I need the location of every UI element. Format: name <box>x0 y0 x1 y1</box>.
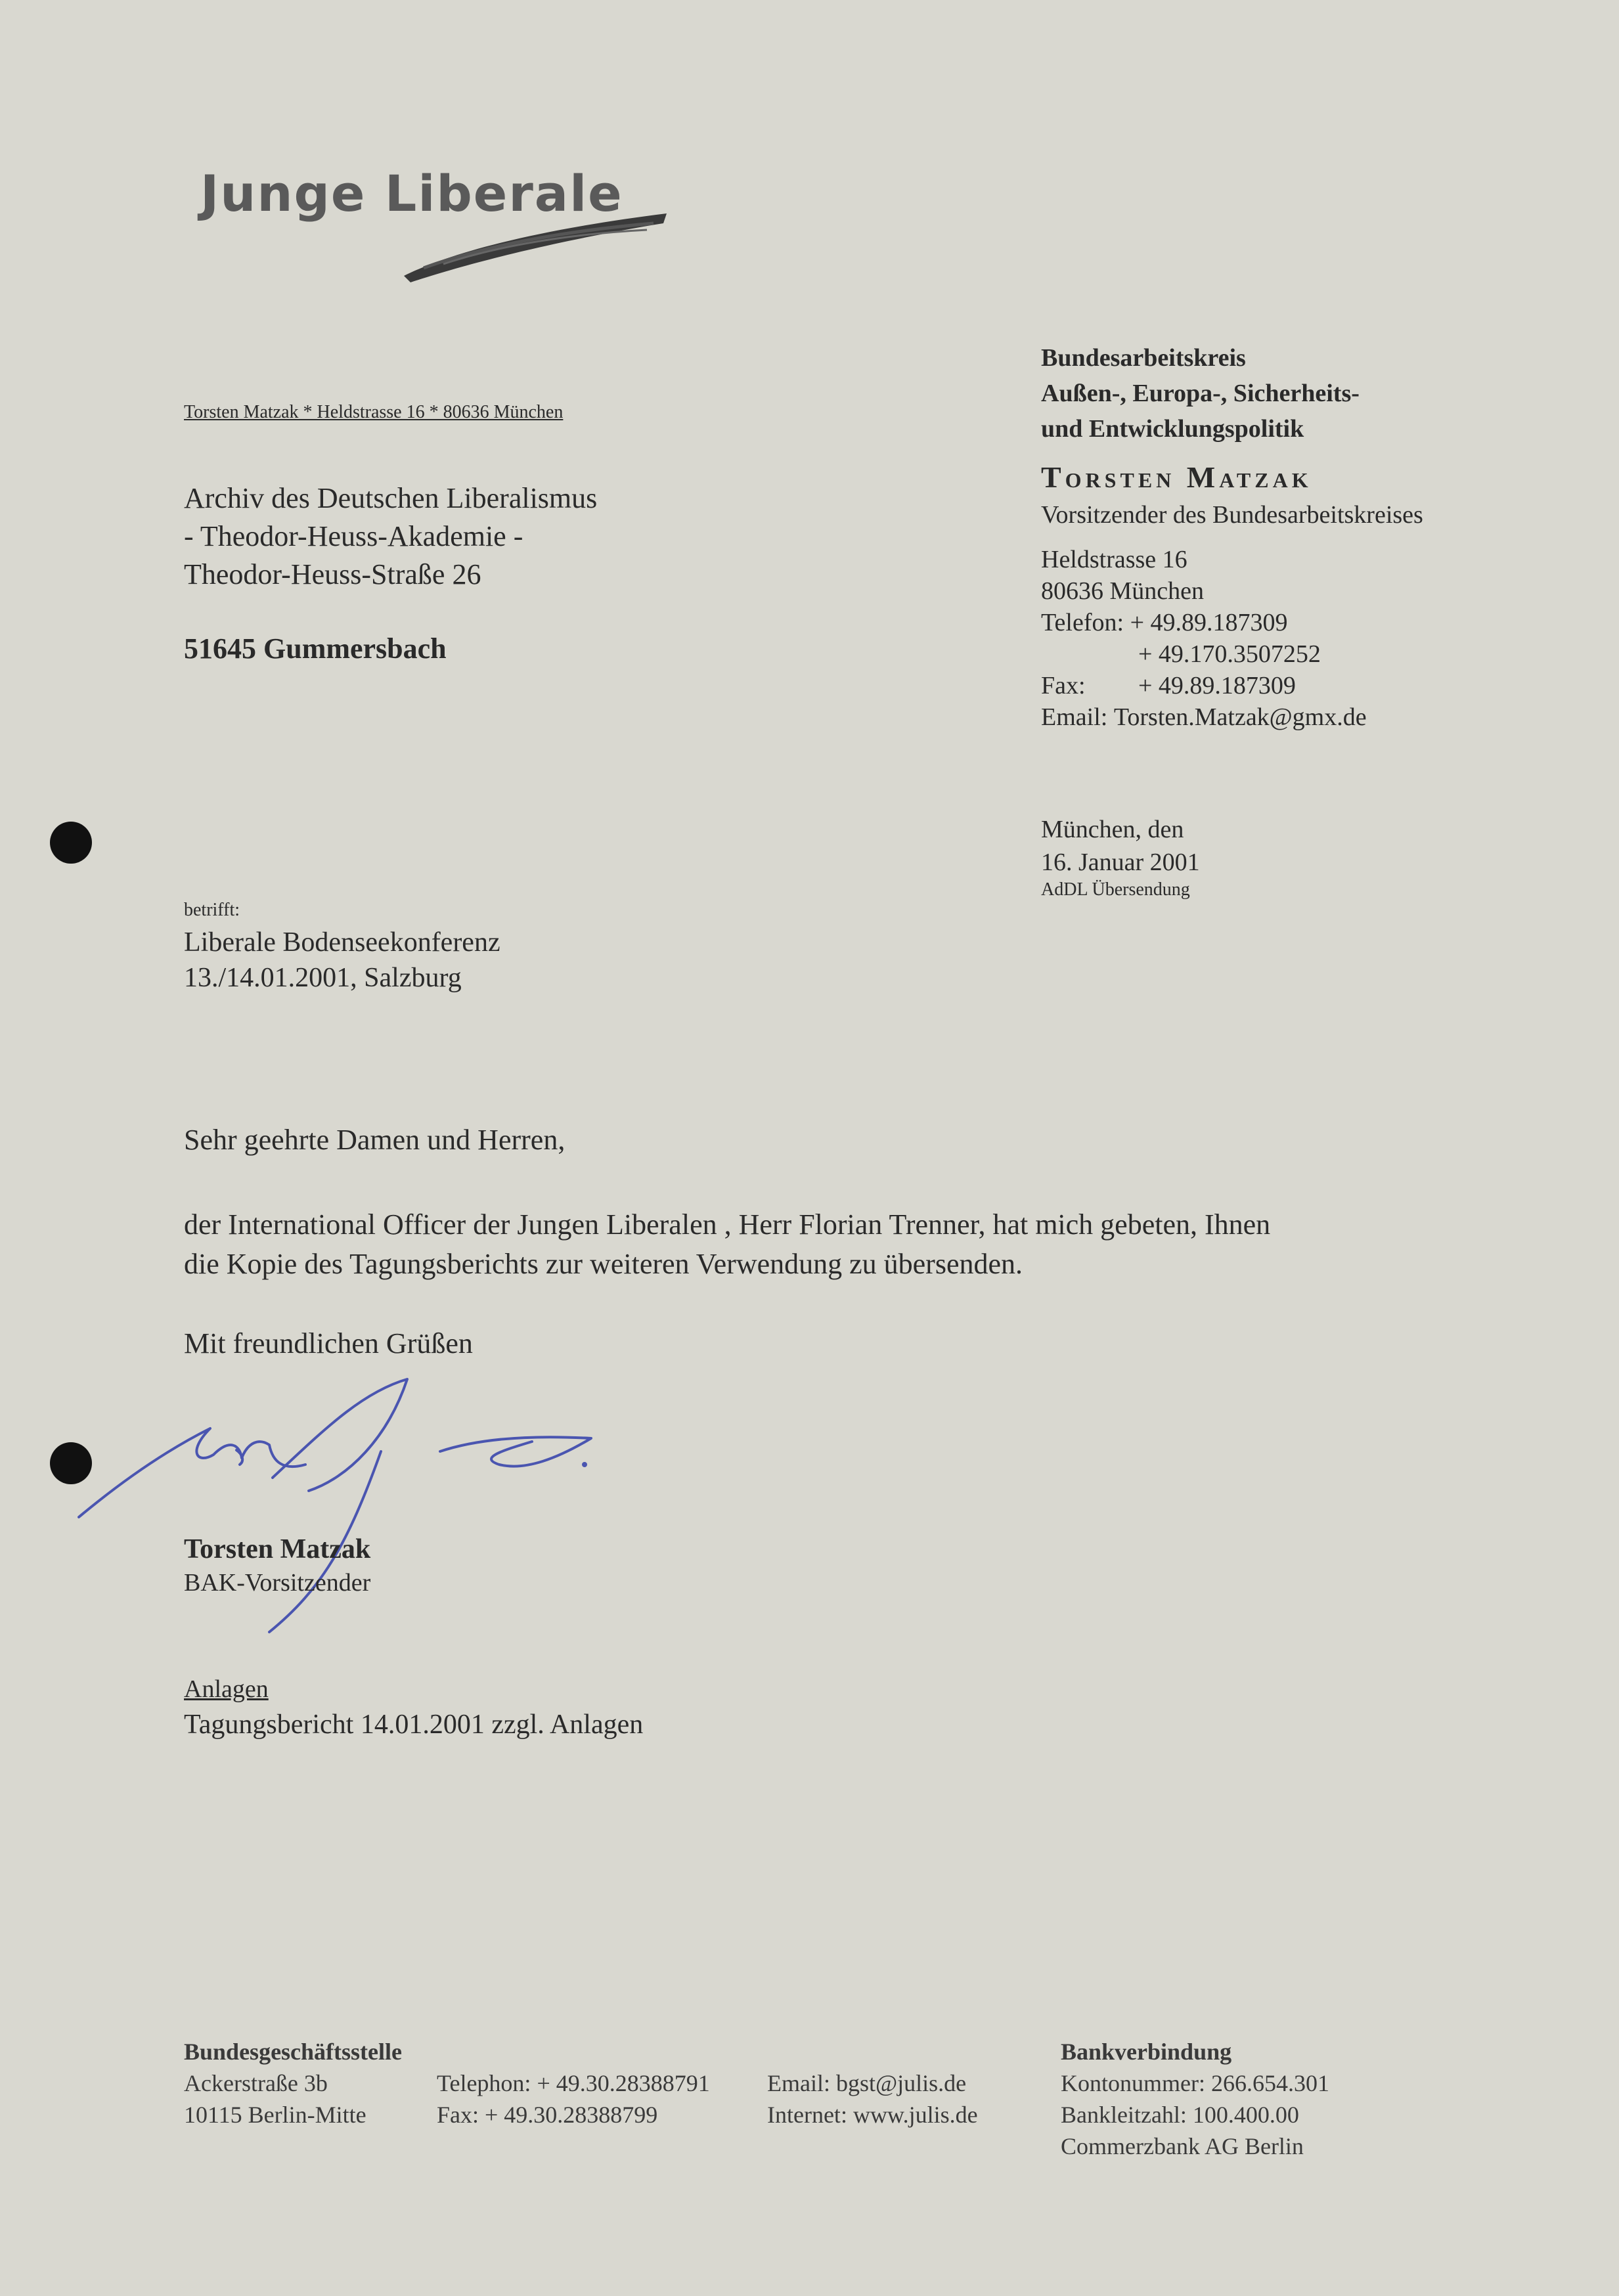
subject-line: 13./14.01.2001, Salzburg <box>184 963 462 993</box>
date-place: München, den <box>1041 816 1184 843</box>
letterhead-role: Vorsitzender des Bundesarbeitskreises <box>1041 501 1423 529</box>
phone-label: Telefon: <box>1041 609 1124 636</box>
enclosures-text: Tagungsbericht 14.01.2001 zzgl. Anlagen <box>184 1710 644 1740</box>
phone-row-2 <box>1041 638 1367 670</box>
footer-phone <box>437 2067 710 2130</box>
bank-account: Kontonummer: 266.654.301 <box>1061 2070 1329 2096</box>
office-heading: Bundesgeschäftsstelle <box>184 2039 402 2065</box>
org-line: und Entwicklungspolitik <box>1041 415 1304 443</box>
body-paragraph <box>184 1205 1270 1284</box>
junge-liberale-logo: Junge Liberale <box>200 164 623 223</box>
punch-hole-top <box>50 822 92 864</box>
letterhead-contact <box>1041 544 1367 733</box>
fax-row <box>1041 670 1367 701</box>
subject-block <box>184 900 500 996</box>
fax-label: Fax: <box>1041 672 1086 699</box>
contact-street: Heldstrasse 16 <box>1041 546 1187 573</box>
subject-line: Liberale Bodenseekonferenz <box>184 927 500 958</box>
footer-bank <box>1061 2036 1329 2162</box>
bank-heading: Bankverbindung <box>1061 2039 1232 2065</box>
recipient-line: Theodor-Heuss-Straße 26 <box>184 558 481 590</box>
logo-swoosh-icon <box>391 190 673 289</box>
footer <box>184 2036 1432 2167</box>
recipient-address <box>184 479 597 594</box>
letterhead-name: Torsten Matzak <box>1041 460 1312 494</box>
contact-city: 80636 München <box>1041 577 1205 605</box>
signer-name: Torsten Matzak <box>184 1534 371 1564</box>
office-street: Ackerstraße 3b <box>184 2070 328 2096</box>
phone-2: + 49.170.3507252 <box>1138 640 1321 668</box>
email-address: Torsten.Matzak@gmx.de <box>1113 703 1367 731</box>
enclosures-label: Anlagen <box>184 1675 269 1703</box>
bank-name: Commerzbank AG Berlin <box>1061 2133 1304 2159</box>
fax-number: + 49.89.187309 <box>1138 672 1296 699</box>
footer-office <box>184 2036 402 2130</box>
email-row <box>1041 701 1367 733</box>
bank-code: Bankleitzahl: 100.400.00 <box>1061 2102 1299 2128</box>
office-city: 10115 Berlin-Mitte <box>184 2102 366 2128</box>
body-line: die Kopie des Tagungsberichts zur weiteren Verwendung zu übersenden. <box>184 1248 1023 1280</box>
sender-return-address: Torsten Matzak * Heldstrasse 16 * 80636 München <box>184 402 564 422</box>
subject-label: betrifft: <box>184 900 240 920</box>
salutation: Sehr geehrte Damen und Herren, <box>184 1124 566 1156</box>
office-fax: Fax: + 49.30.28388799 <box>437 2102 658 2128</box>
date-value: 16. Januar 2001 <box>1041 849 1200 876</box>
closing: Mit freundlichen Grüßen <box>184 1327 473 1359</box>
recipient-line: - Theodor-Heuss-Akademie - <box>184 520 523 552</box>
date-reference: AdDL Übersendung <box>1041 879 1190 900</box>
org-line: Bundesarbeitskreis <box>1041 344 1246 372</box>
phone-1: + 49.89.187309 <box>1130 609 1288 636</box>
letter-date <box>1041 813 1200 901</box>
body-line: der International Officer der Jungen Liberalen , Herr Florian Trenner, hat mich gebeten, Ihnen <box>184 1208 1271 1241</box>
signer-role: BAK-Vorsitzender <box>184 1569 371 1597</box>
recipient-city: 51645 Gummersbach <box>184 632 447 665</box>
office-email: Email: bgst@julis.de <box>767 2070 967 2096</box>
org-line: Außen-, Europa-, Sicherheits- <box>1041 380 1360 407</box>
office-internet: Internet: www.julis.de <box>767 2102 978 2128</box>
letterhead-organization <box>1041 340 1360 447</box>
recipient-line: Archiv des Deutschen Liberalismus <box>184 482 598 514</box>
office-telephone: Telephon: + 49.30.28388791 <box>437 2070 710 2096</box>
phone-row <box>1041 607 1367 638</box>
email-label: Email: <box>1041 703 1108 731</box>
footer-web <box>767 2067 978 2130</box>
